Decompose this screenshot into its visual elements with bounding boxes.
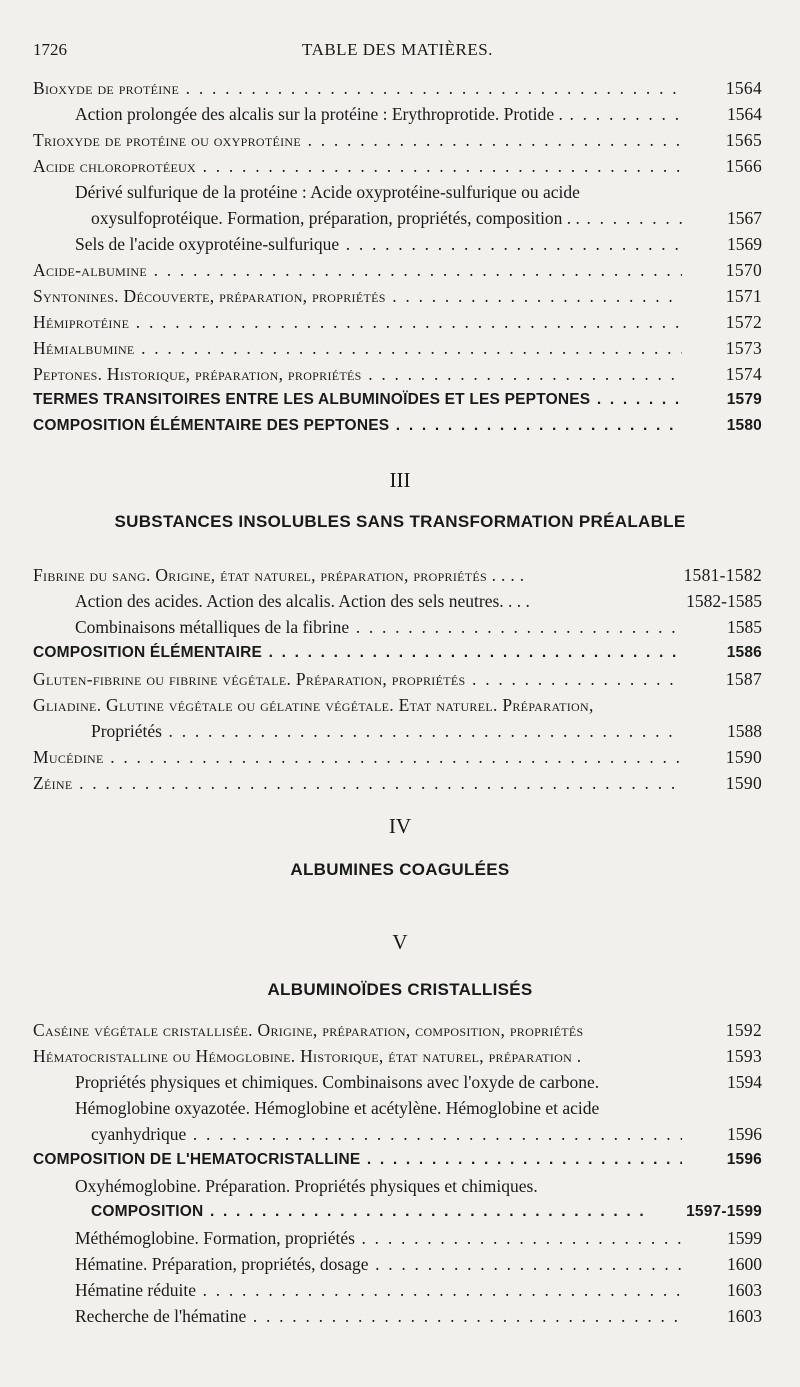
toc-entry-title: Bioxyde de protéine . . .: [33, 75, 682, 101]
toc-entry-title: Recherche de l'hématine . . .: [75, 1303, 682, 1329]
toc-entry: [33, 718, 762, 744]
section-heading-v: ALBUMINOÏDES CRISTALLISÉS: [267, 980, 533, 999]
toc-entry-title: Dérivé sulfurique de la protéine : Acide oxyprotéine-sulfurique ou acide: [75, 182, 580, 202]
toc-entry: [33, 1095, 762, 1121]
toc-entry-title: Mucédine . . .: [33, 744, 682, 770]
toc-entry-title: Syntonines. Découverte, préparation, propriétés . . .: [33, 283, 682, 309]
toc-entry-title: Zéine . . .: [33, 770, 682, 796]
toc-entry-title: COMPOSITION DE L'HEMATOCRISTALLINE . . .: [33, 1147, 682, 1173]
toc-entry-page: 1593: [722, 1043, 762, 1069]
toc-entry-title: Peptones. Historique, préparation, propriétés . . .: [33, 361, 682, 387]
toc-entry: [33, 205, 762, 231]
toc-entry: [33, 361, 762, 387]
toc-entry: [33, 562, 762, 588]
toc-entry-page: 1597-1599: [682, 1199, 762, 1225]
toc-entry-title: Hémialbumine . . .: [33, 335, 682, 361]
toc-entry: [33, 231, 762, 257]
toc-entry-title: Sels de l'acide oxyprotéine-sulfurique . . .: [75, 231, 682, 257]
toc-entry-page: 1571: [722, 283, 762, 309]
toc-entry: [33, 101, 762, 127]
toc-entry-title: Hémiprotéine . . .: [33, 309, 682, 335]
toc-entry-title: cyanhydrique . . .: [91, 1121, 682, 1147]
toc-entry: [33, 283, 762, 309]
section-numeral-v: V: [392, 930, 408, 954]
toc-entry-page: 1566: [722, 153, 762, 179]
section-heading-iii: SUBSTANCES INSOLUBLES SANS TRANSFORMATION PRÉALABLE: [114, 512, 686, 531]
toc-entry: [33, 666, 762, 692]
toc-entry: [33, 1303, 762, 1329]
toc-entry-title: Fibrine du sang. Origine, état naturel, préparation, propriétés . . . .: [33, 565, 525, 585]
toc-entry: [33, 1147, 762, 1173]
toc-entry: [33, 1043, 762, 1069]
toc-entry-page: 1569: [723, 231, 762, 257]
toc-entry-page: 1596: [723, 1121, 762, 1147]
toc-entry: [33, 692, 762, 718]
toc-entry: [33, 770, 762, 796]
toc-entry-page: 1580: [723, 413, 762, 439]
toc-entry-title: oxysulfoprotéique. Formation, préparation, propriétés, composition . . . . .: [91, 205, 682, 231]
toc-entry-title: Acide-albumine . . .: [33, 257, 682, 283]
toc-entry: [33, 744, 762, 770]
toc-entry-title: Hématocristalline ou Hémoglobine. Historique, état naturel, préparation .: [33, 1046, 582, 1066]
toc-entry: [33, 614, 762, 640]
toc-entry-title: Gluten-fibrine ou fibrine végétale. Préparation, propriétés . . .: [33, 666, 682, 692]
toc-entry: [33, 1017, 762, 1043]
toc-entry-title: Gliadine. Glutine végétale ou gélatine végétale. Etat naturel. Préparation,: [33, 695, 594, 715]
toc-entry-page: 1564: [723, 101, 762, 127]
toc-entry: [33, 257, 762, 283]
toc-entry-title: COMPOSITION ÉLÉMENTAIRE DES PEPTONES . . .: [33, 413, 682, 439]
toc-entry-title: Trioxyde de protéine ou oxyprotéine . . .: [33, 127, 682, 153]
section-heading-iv: ALBUMINES COAGULÉES: [290, 860, 510, 879]
toc-entry-title: Méthémoglobine. Formation, propriétés . . .: [75, 1225, 682, 1251]
toc-entry-page: 1590: [722, 744, 762, 770]
toc-entry-page: 1603: [723, 1303, 762, 1329]
toc-entry-title: Propriétés . . .: [91, 718, 682, 744]
toc-entry-page: 1588: [723, 718, 762, 744]
toc-entry-page: 1572: [722, 309, 762, 335]
toc-entry-page: 1603: [723, 1277, 762, 1303]
running-header: [33, 40, 762, 64]
toc-entry: [33, 1251, 762, 1277]
toc-entry-page: 1579: [723, 387, 762, 413]
toc-entry: [33, 1173, 762, 1199]
toc-entry: [33, 1069, 762, 1095]
toc-entry-title: Action des acides. Action des alcalis. Action des sels neutres. . . .: [75, 591, 530, 611]
toc-entry-title: Hémoglobine oxyazotée. Hémoglobine et acétylène. Hémoglobine et acide: [75, 1098, 600, 1118]
toc-entry: [33, 179, 762, 205]
toc-entry: [33, 1121, 762, 1147]
toc-block-2: [33, 562, 762, 796]
toc-entry-page: 1564: [722, 75, 762, 101]
section-numeral-iii: III: [389, 468, 411, 492]
toc-entry: [33, 75, 762, 101]
toc-entry-page: 1587: [722, 666, 762, 692]
toc-entry-page: 1570: [722, 257, 762, 283]
toc-block-1: [33, 75, 762, 439]
toc-entry-page: 1592: [722, 1017, 762, 1043]
toc-entry-title: Combinaisons métalliques de la fibrine . . .: [75, 614, 682, 640]
toc-entry: [33, 1225, 762, 1251]
toc-entry: [33, 640, 762, 666]
toc-entry-page: 1600: [723, 1251, 762, 1277]
toc-entry: [33, 153, 762, 179]
toc-entry-title: Caséine végétale cristallisée. Origine, préparation, composition, propriétés: [33, 1020, 584, 1040]
toc-entry-page: 1573: [722, 335, 762, 361]
toc-entry-page: 1599: [723, 1225, 762, 1251]
toc-entry-page: 1585: [723, 614, 762, 640]
toc-entry-title: COMPOSITION . . .: [91, 1199, 644, 1225]
toc-entry-page: 1586: [723, 640, 762, 666]
toc-entry: [33, 413, 762, 439]
toc-entry-page: 1582-1585: [682, 588, 762, 614]
section-numeral-iv: IV: [388, 814, 412, 838]
toc-entry-page: 1567: [723, 205, 762, 231]
toc-entry-page: 1581-1582: [679, 562, 762, 588]
toc-entry: [33, 127, 762, 153]
toc-entry-page: 1596: [723, 1147, 762, 1173]
page-number: 1726: [33, 40, 67, 59]
toc-entry-page: 1574: [722, 361, 762, 387]
toc-entry: [33, 309, 762, 335]
toc-entry: [33, 387, 762, 413]
toc-entry-title: Oxyhémoglobine. Préparation. Propriétés physiques et chimiques.: [75, 1176, 538, 1196]
toc-entry-title: Acide chloroprotéeux . . .: [33, 153, 682, 179]
toc-entry-page: 1594: [723, 1069, 762, 1095]
toc-entry: [33, 335, 762, 361]
toc-entry-title: TERMES TRANSITOIRES ENTRE LES ALBUMINOÏDES ET LES PEPTONES . . .: [33, 387, 682, 413]
toc-entry-title: Hématine réduite . . .: [75, 1277, 682, 1303]
toc-entry: [33, 1277, 762, 1303]
toc-entry-page: 1565: [722, 127, 762, 153]
running-title: TABLE DES MATIÈRES.: [302, 40, 493, 59]
toc-entry-title: Propriétés physiques et chimiques. Combinaisons avec l'oxyde de carbone.: [75, 1072, 600, 1092]
toc-entry-page: 1590: [722, 770, 762, 796]
toc-entry: [33, 588, 762, 614]
toc-entry: [33, 1199, 762, 1225]
toc-block-3: [33, 1017, 762, 1329]
toc-entry-title: Hématine. Préparation, propriétés, dosage . . .: [75, 1251, 682, 1277]
toc-entry-title: Action prolongée des alcalis sur la protéine : Erythroprotide. Protide . . . .: [75, 101, 682, 127]
toc-entry-title: COMPOSITION ÉLÉMENTAIRE . . .: [33, 640, 682, 666]
